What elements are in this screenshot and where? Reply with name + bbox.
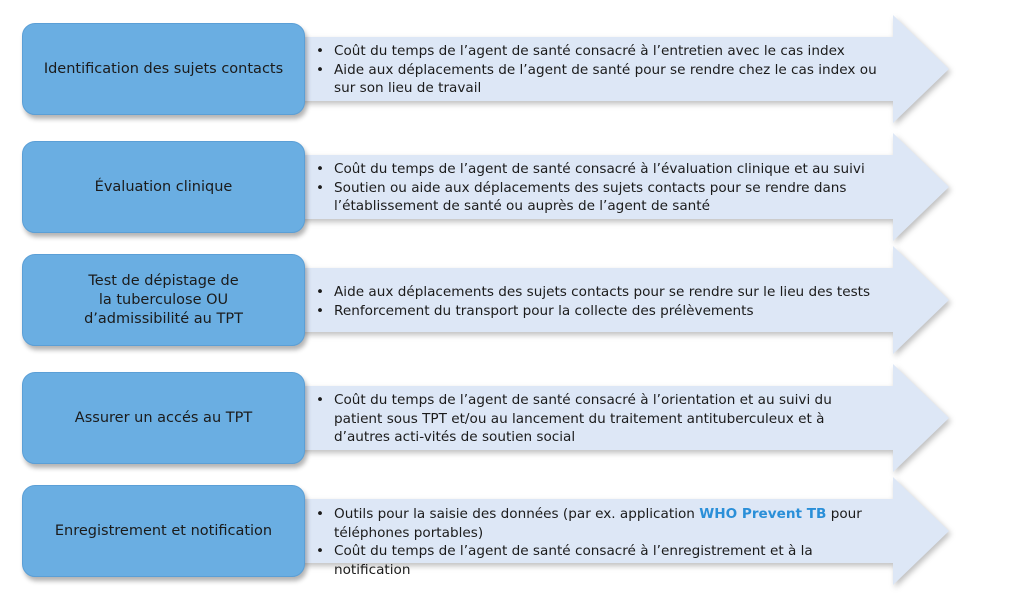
- bullet-list: [312, 283, 902, 320]
- bullet-list: [312, 391, 852, 447]
- step-box: Enregistrement et notification: [22, 485, 305, 577]
- bullet-item: • Coût du temps de l’agent de santé consacré à l’orientation et au suivi du patient sous TPT et/ou au lancement du traitement antituberculeux et à d’autres acti-vités de soutien social: [312, 391, 852, 447]
- step-box: Assurer un accés au TPT: [22, 372, 305, 464]
- bullet-item: • Coût du temps de l’agent de santé consacré à l’enregistrement et à la notification: [312, 542, 872, 579]
- bullet-item: [312, 505, 872, 542]
- bullet-item: • Renforcement du transport pour la collecte des prélèvements: [312, 302, 902, 321]
- step-box: Test de dépistage de la tuberculose OU d’admissibilité au TPT: [22, 254, 305, 346]
- bullet-item: • Soutien ou aide aux déplacements des sujets contacts pour se rendre dans l’établissement de santé ou auprès de l’agent de santé: [312, 179, 902, 216]
- step-box: Identification des sujets contacts: [22, 23, 305, 115]
- bullet-item: • Coût du temps de l’agent de santé consacré à l’entretien avec le cas index: [312, 42, 902, 61]
- bullet-item: • Coût du temps de l’agent de santé consacré à l’évaluation clinique et au suivi: [312, 160, 902, 179]
- bullet-text: pour téléphones portables): [334, 506, 862, 541]
- bullet-list: [312, 42, 902, 98]
- bullet-text: Outils pour la saisie des données (par ex. application: [334, 506, 700, 522]
- bullet-item: • Aide aux déplacements de l’agent de santé pour se rendre chez le cas index ou sur son lieu de travail: [312, 61, 902, 98]
- step-box: Évaluation clinique: [22, 141, 305, 233]
- who-prevent-tb-link[interactable]: WHO Prevent TB: [699, 506, 827, 522]
- bullet-list: [312, 505, 872, 579]
- bullet-item: • Aide aux déplacements des sujets contacts pour se rendre sur le lieu des tests: [312, 283, 902, 302]
- bullet-list: [312, 160, 902, 216]
